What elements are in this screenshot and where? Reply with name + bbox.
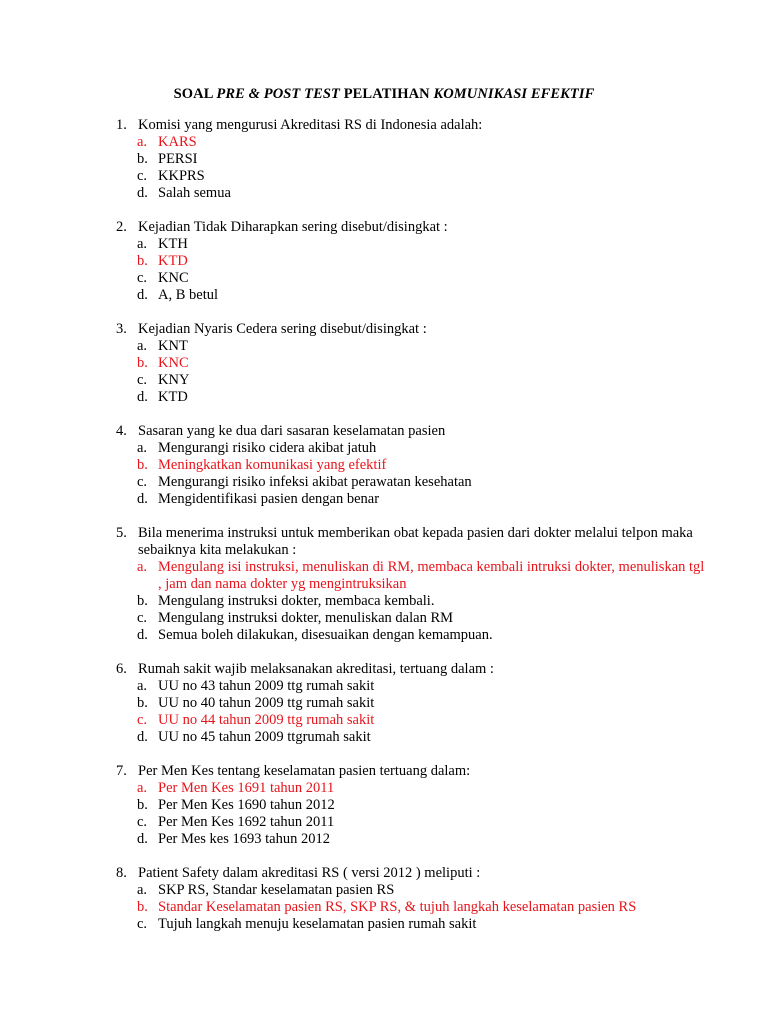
answer-option	[0, 389, 768, 406]
question-text	[0, 423, 768, 440]
option-letter: b.	[137, 151, 148, 167]
question-number: 1.	[116, 117, 127, 133]
option-text: Mengidentifikasi pasien dengan benar	[158, 491, 380, 507]
question-text	[0, 525, 768, 559]
answer-option	[0, 797, 768, 814]
question-number: 5.	[116, 525, 127, 541]
option-text: KARS	[158, 134, 197, 150]
option-text: Mengurangi risiko cidera akibat jatuh	[158, 440, 377, 456]
option-text: Standar Keselamatan pasien RS, SKP RS, & tujuh langkah keselamatan pasien RS	[158, 899, 637, 915]
option-text: KNC	[158, 355, 189, 371]
question-item	[0, 321, 768, 406]
question-number: 3.	[116, 321, 127, 337]
answer-option-correct	[0, 355, 768, 372]
option-letter: a.	[137, 338, 148, 354]
title-part-4: KOMUNIKASI EFEKTIF	[433, 86, 595, 102]
question-number: 7.	[116, 763, 127, 779]
answer-option	[0, 678, 768, 695]
question-number: 6.	[116, 661, 127, 677]
option-text: Mengulang instruksi dokter, menuliskan dalan RM	[158, 610, 454, 626]
answer-option	[0, 151, 768, 168]
question-label: Sasaran yang ke dua dari sasaran keselamatan pasien	[138, 423, 446, 439]
answer-option	[0, 474, 768, 491]
option-letter: b.	[137, 797, 148, 813]
option-letter: d.	[137, 831, 148, 847]
option-letter: a.	[137, 882, 148, 898]
option-text: KNC	[158, 270, 189, 286]
question-number: 2.	[116, 219, 127, 235]
option-letter: b.	[137, 457, 148, 473]
option-text: Per Men Kes 1691 tahun 2011	[158, 780, 335, 796]
option-letter: d.	[137, 491, 148, 507]
answer-option-correct	[0, 899, 768, 916]
option-letter: b.	[137, 695, 148, 711]
option-text: KTD	[158, 389, 188, 405]
option-text: UU no 40 tahun 2009 ttg rumah sakit	[158, 695, 375, 711]
option-letter: c.	[137, 474, 148, 490]
option-letter: a.	[137, 678, 148, 694]
option-letter: c.	[137, 270, 148, 286]
answer-option	[0, 831, 768, 848]
answer-option	[0, 916, 768, 933]
option-text: SKP RS, Standar keselamatan pasien RS	[158, 882, 395, 898]
answer-option	[0, 814, 768, 831]
answer-option-correct	[0, 712, 768, 729]
answer-option	[0, 287, 768, 304]
question-text	[0, 219, 768, 236]
question-text	[0, 865, 768, 882]
answer-option	[0, 729, 768, 746]
option-letter: a.	[137, 134, 148, 150]
title-part-1: SOAL	[173, 86, 217, 102]
question-label: Rumah sakit wajib melaksanakan akreditasi, tertuang dalam :	[138, 661, 494, 677]
option-text: Tujuh langkah menuju keselamatan pasien rumah sakit	[158, 916, 477, 932]
option-letter: c.	[137, 168, 148, 184]
title-part-2: PRE & POST TEST	[216, 86, 340, 102]
option-text: UU no 43 tahun 2009 ttg rumah sakit	[158, 678, 375, 694]
answer-option	[0, 440, 768, 457]
option-letter: a.	[137, 559, 148, 575]
option-letter: b.	[137, 253, 148, 269]
option-text: Mengulang instruksi dokter, membaca kembali.	[158, 593, 435, 609]
question-label: Kejadian Nyaris Cedera sering disebut/disingkat :	[138, 321, 427, 337]
option-text: Semua boleh dilakukan, disesuaikan dengan kemampuan.	[158, 627, 493, 643]
option-text: Per Men Kes 1690 tahun 2012	[158, 797, 335, 813]
option-text: KNT	[158, 338, 188, 354]
option-letter: a.	[137, 236, 148, 252]
option-text: Mengulang isi instruksi, menuliskan di RM, membaca kembali intruksi dokter, menuliskan tgl , jam dan nama dokter yg mengintruksikan	[158, 559, 705, 592]
option-letter: d.	[137, 729, 148, 745]
answer-option	[0, 610, 768, 627]
option-letter: d.	[137, 627, 148, 643]
option-letter: c.	[137, 372, 148, 388]
option-text: KNY	[158, 372, 190, 388]
question-item	[0, 763, 768, 848]
option-letter: c.	[137, 712, 148, 728]
option-text: KKPRS	[158, 168, 205, 184]
answer-option	[0, 338, 768, 355]
answer-option-correct	[0, 253, 768, 270]
option-letter: b.	[137, 355, 148, 371]
option-letter: b.	[137, 593, 148, 609]
option-text: UU no 45 tahun 2009 ttgrumah sakit	[158, 729, 371, 745]
option-letter: d.	[137, 287, 148, 303]
option-text: UU no 44 tahun 2009 ttg rumah sakit	[158, 712, 375, 728]
answer-option-correct	[0, 134, 768, 151]
answer-option-correct	[0, 559, 768, 593]
question-text	[0, 763, 768, 780]
question-item	[0, 117, 768, 202]
question-text	[0, 321, 768, 338]
option-letter: d.	[137, 389, 148, 405]
option-letter: a.	[137, 780, 148, 796]
question-number: 8.	[116, 865, 127, 881]
question-label: Bila menerima instruksi untuk memberikan obat kepada pasien dari dokter melalui telpon maka sebaiknya kita melakukan :	[138, 525, 693, 558]
option-text: KTD	[158, 253, 188, 269]
option-text: Per Men Kes 1692 tahun 2011	[158, 814, 335, 830]
option-text: Mengurangi risiko infeksi akibat perawatan kesehatan	[158, 474, 472, 490]
question-label: Kejadian Tidak Diharapkan sering disebut/disingkat :	[138, 219, 448, 235]
question-list	[0, 117, 768, 933]
option-text: A, B betul	[158, 287, 219, 303]
question-text	[0, 661, 768, 678]
answer-option	[0, 168, 768, 185]
answer-option	[0, 236, 768, 253]
option-text: Salah semua	[158, 185, 231, 201]
question-item	[0, 219, 768, 304]
option-text: KTH	[158, 236, 188, 252]
answer-option	[0, 593, 768, 610]
answer-option	[0, 491, 768, 508]
question-label: Komisi yang mengurusi Akreditasi RS di Indonesia adalah:	[138, 117, 483, 133]
answer-option	[0, 695, 768, 712]
option-letter: d.	[137, 185, 148, 201]
answer-option	[0, 882, 768, 899]
answer-option	[0, 372, 768, 389]
question-label: Per Men Kes tentang keselamatan pasien tertuang dalam:	[138, 763, 471, 779]
title-part-3: PELATIHAN	[339, 86, 434, 102]
answer-option-correct	[0, 457, 768, 474]
answer-option	[0, 185, 768, 202]
option-letter: b.	[137, 899, 148, 915]
option-text: Meningkatkan komunikasi yang efektif	[158, 457, 387, 473]
answer-option	[0, 270, 768, 287]
option-letter: c.	[137, 916, 148, 932]
question-label: Patient Safety dalam akreditasi RS ( versi 2012 ) meliputi :	[138, 865, 481, 881]
answer-option	[0, 627, 768, 644]
page-title	[0, 86, 768, 103]
option-letter: c.	[137, 814, 148, 830]
question-item	[0, 525, 768, 644]
question-text	[0, 117, 768, 134]
answer-option-correct	[0, 780, 768, 797]
question-item	[0, 661, 768, 746]
option-letter: c.	[137, 610, 148, 626]
option-text: PERSI	[158, 151, 198, 167]
option-letter: a.	[137, 440, 148, 456]
option-text: Per Mes kes 1693 tahun 2012	[158, 831, 330, 847]
question-item	[0, 423, 768, 508]
question-number: 4.	[116, 423, 127, 439]
question-item	[0, 865, 768, 933]
